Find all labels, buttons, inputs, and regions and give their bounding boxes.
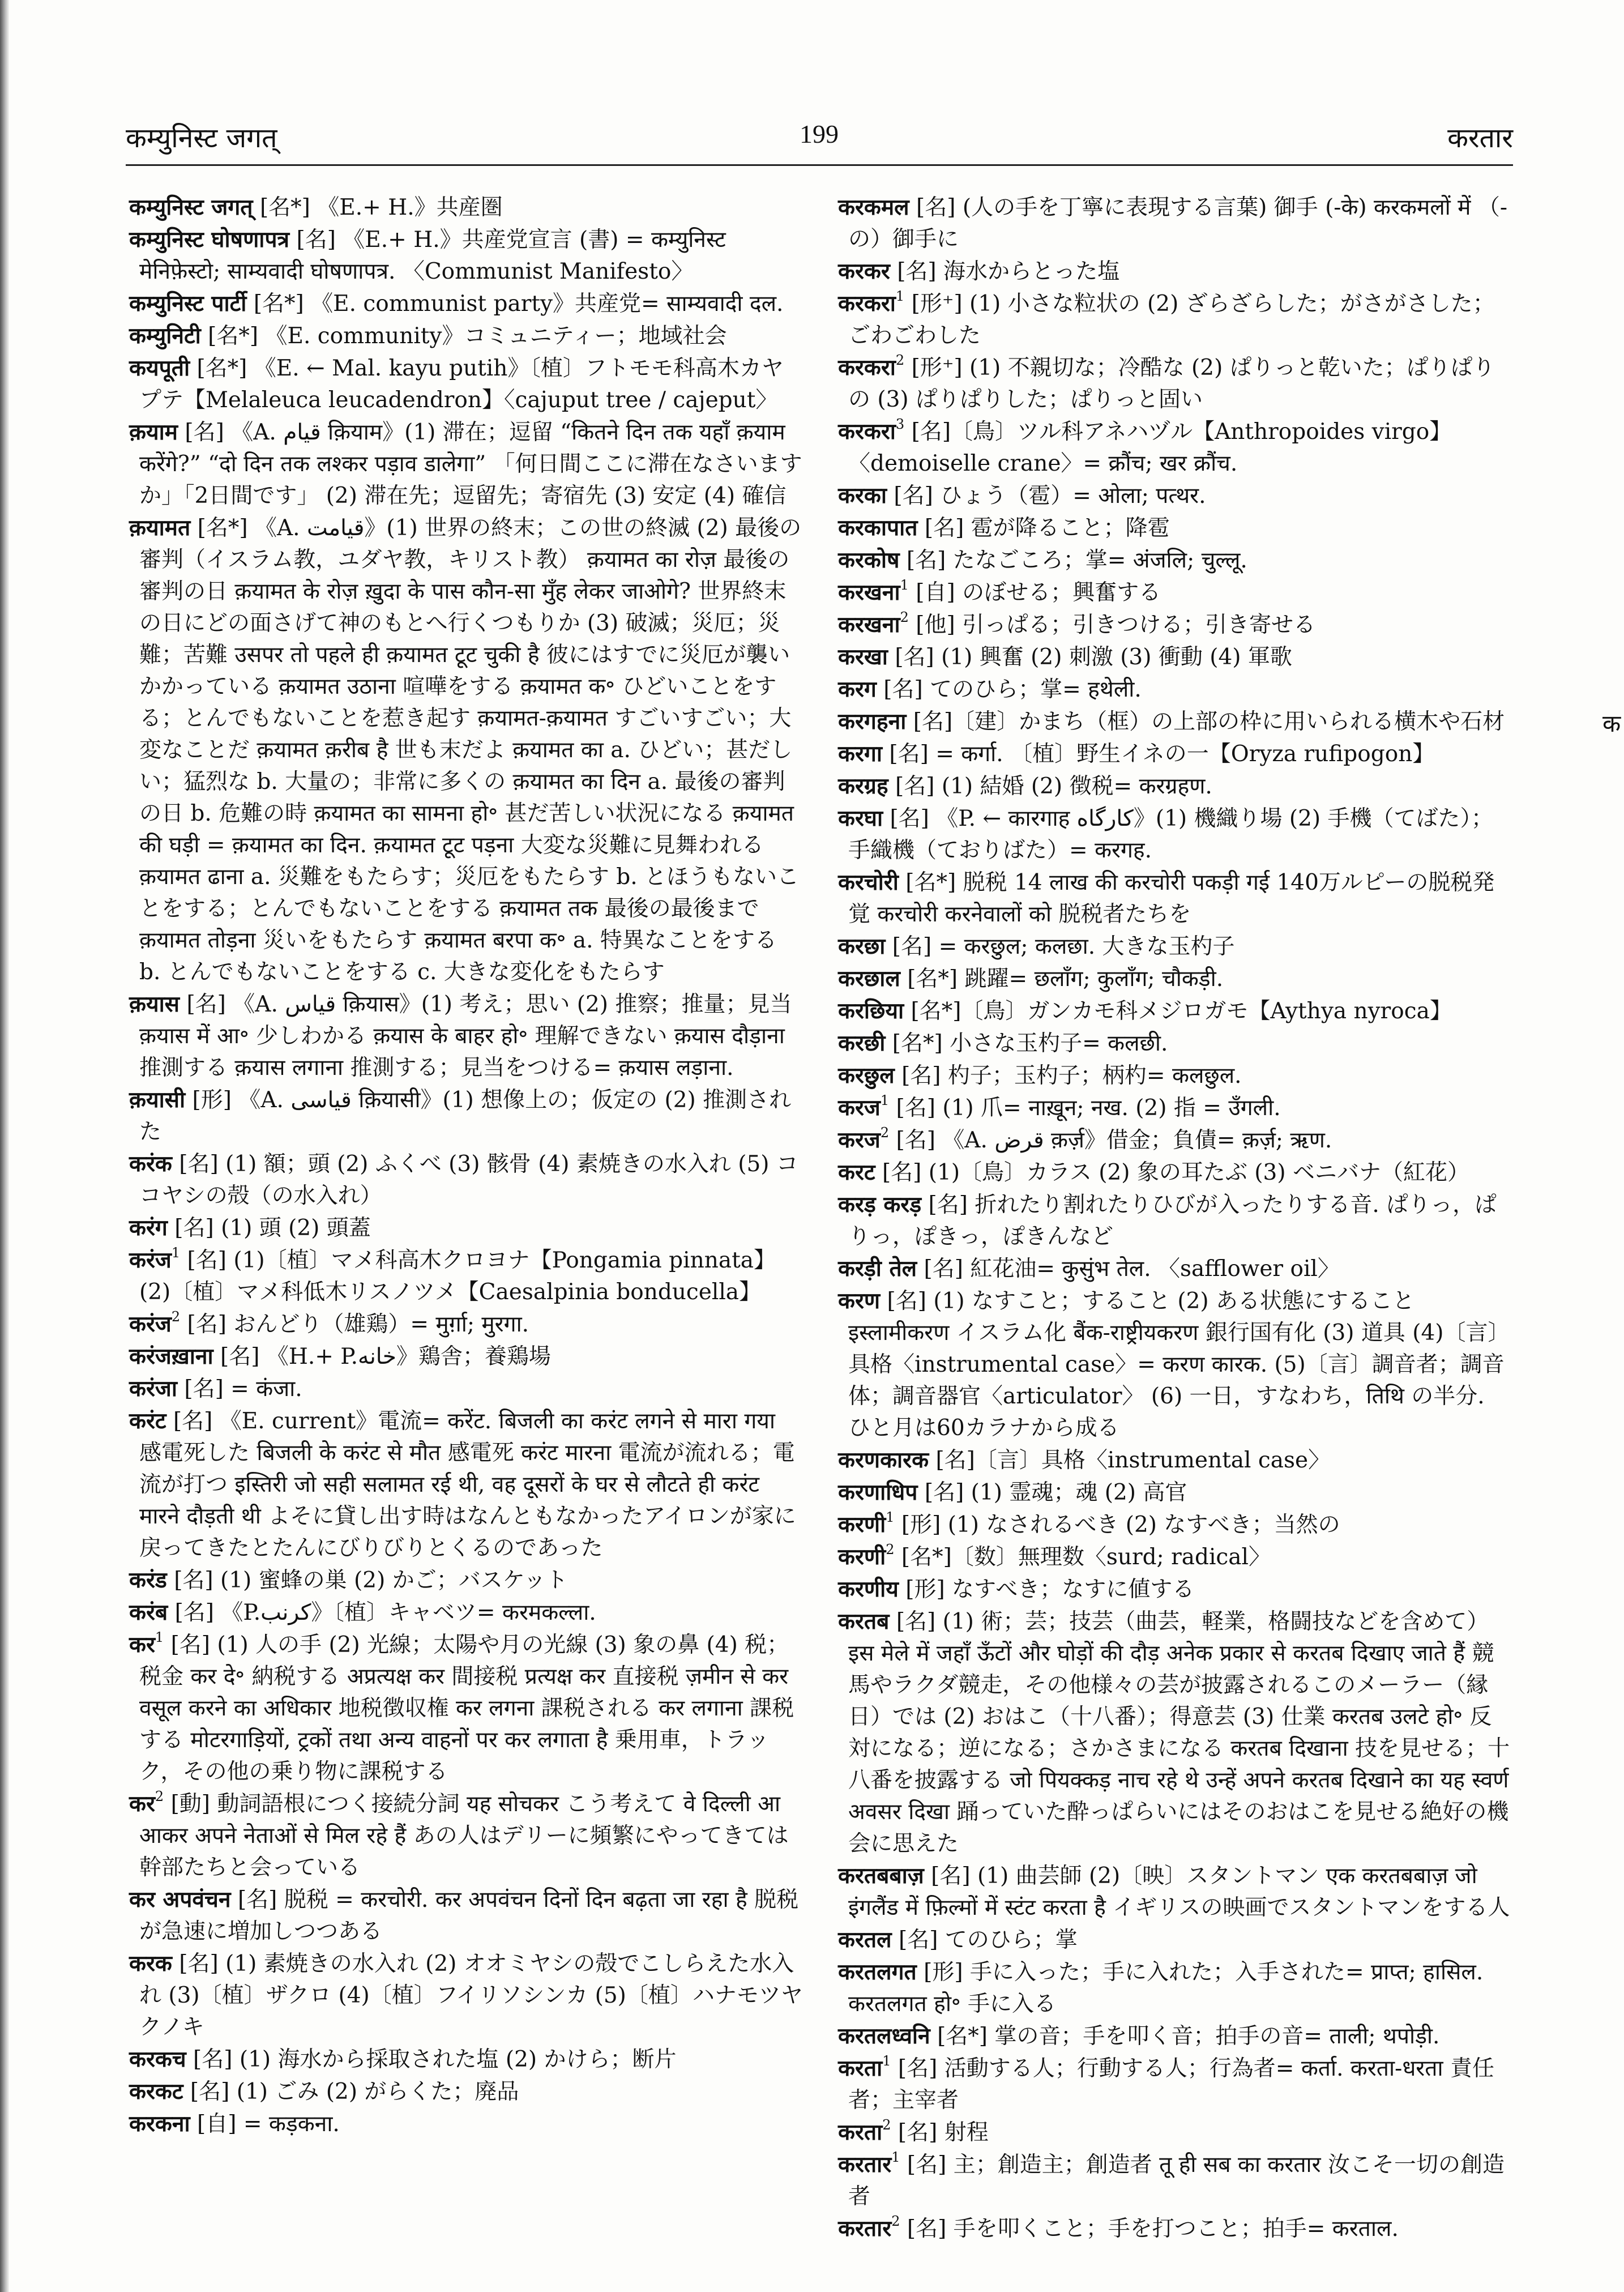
definition: [動] 動詞語根につく接続分詞 यह सोचकर こう考えて वे दिल्ली आ आकर अपने नेताओं से मिल रहे हैं あの人はデリーに頻繁にやってきては幹部たちと会っている xyxy=(139,1791,789,1880)
headword: करग्रह xyxy=(838,773,888,799)
headword: करतलगत xyxy=(838,1959,917,1985)
definition: [名] (1) ごみ (2) がらくた；廃品 xyxy=(190,2079,519,2105)
dictionary-entry xyxy=(129,1341,803,1373)
homograph-number: 2 xyxy=(882,2117,891,2133)
page-header xyxy=(126,113,1513,166)
definition: [名] ひょう（雹）= ओला; पत्थर. xyxy=(894,483,1206,509)
homograph-number: 1 xyxy=(155,1629,164,1645)
dictionary-entry xyxy=(129,224,803,288)
dictionary-entry xyxy=(838,191,1512,255)
homograph-number: 2 xyxy=(900,609,909,625)
dictionary-entry xyxy=(838,2052,1512,2116)
definition: [名] (1) 爪= नाख़ून; नख. (2) 指 = उँगली. xyxy=(896,1095,1281,1121)
definition: [名] 《E. current》電流= करेंट. बिजली का करंट लगने से मारा गया 感電死した बिजली के करंट से मौत 感電死 करंट मारना 電流が流れる；電流が打つ इस्तिरी जो सही सलामत रई थी, वह दूसरों के घर से लौटते ही करंट मारने दौड़ती थी よそに貸し出す時はなんともなかったアイロンが家に戻ってきたとたんにびりびりとくるのであった xyxy=(139,1409,796,1561)
definition: [名] 主；創造主；創造者 तू ही सब का करतार 汝こそ一切の創造者 xyxy=(848,2152,1505,2209)
dictionary-entry xyxy=(838,2020,1512,2052)
headword: क़याम xyxy=(129,419,178,445)
dictionary-entry xyxy=(129,288,803,320)
definition: [名] 手を叩くこと；手を打つこと；拍手= करताल. xyxy=(907,2216,1399,2242)
dictionary-entry xyxy=(838,480,1512,512)
headword: कम्युनिस्ट घोषणापत्र xyxy=(129,227,290,253)
definition: [名] (1) 素焼きの水入れ (2) オオミヤシの殻でこしらえた水入れ (3)〔植〕ザクロ (4)〔植〕フイリソシンカ (5)〔植〕ハナモツヤクノキ xyxy=(139,1951,803,2040)
dictionary-entry xyxy=(129,2108,803,2140)
headword: करतल xyxy=(838,1927,892,1953)
definition: [名] 紅花油= कुसुंभ तेल. 〈safflower oil〉 xyxy=(924,1256,1340,1282)
definition: [形] 《A. قياسى क़ियासी》(1) 想像上の；仮定の (2) 推測された xyxy=(139,1087,792,1145)
headword: करड़ करड़ xyxy=(838,1192,922,1218)
homograph-number: 1 xyxy=(895,288,905,304)
headword: करतार xyxy=(838,2152,892,2178)
dictionary-entry xyxy=(129,416,803,512)
definition: [名] (1) 人の手 (2) 光線；太陽や月の光線 (3) 象の鼻 (4) 税；税金 कर दे॰ 納税する अप्रत्यक्ष कर 間接税 प्रत्यक्ष कर 直接税 ज़मीन से कर वसूल करने का अधिकार 地税徴収権 कर लगना 課税される कर लगाना 課税する मोटरगाड़ियों, ट्रकों तथा अन्य वाहनों पर कर लगाता है 乗用車，トラック，その他の乗り物に課税する xyxy=(139,1632,794,1785)
headword: करखा xyxy=(838,644,888,670)
definition: [名] 射程 xyxy=(898,2120,989,2145)
left-guide-word: कम्युनिस्ट जगत् xyxy=(126,122,277,154)
definition: [名] (1) 霊魂；魂 (2) 高官 xyxy=(924,1480,1187,1505)
homograph-number: 3 xyxy=(895,416,905,432)
thumb-index-letter: क xyxy=(1602,710,1621,737)
headword: करछिया xyxy=(838,998,904,1024)
definition: [名] (1)〔植〕マメ科高木クロヨナ【Pongamia pinnata】 (2)〔植〕マメ科低木リスノツメ【Caesalpinia bonducella】 xyxy=(139,1248,776,1305)
headword: क़यामत xyxy=(129,515,191,541)
definition: [名] おんどり（雄鶏）= मुर्ग़ा; मुरगा. xyxy=(187,1312,529,1337)
dictionary-entry xyxy=(838,738,1512,770)
definition: [名] (1)〔鳥〕カラス (2) 象の耳たぶ (3) ベニバナ（紅花） xyxy=(882,1160,1469,1185)
dictionary-entry xyxy=(838,1124,1512,1156)
headword: करंब xyxy=(129,1599,168,1625)
definition: [名] (人の手を丁寧に表現する言葉) 御手 (-के) करकमलों में （-の）御手に xyxy=(848,195,1508,252)
definition: [名] 《A. قرض क़र्ज़》借金；負債= क़र्ज़; ऋण. xyxy=(896,1128,1332,1153)
headword: करण xyxy=(838,1288,881,1314)
headword: करणीय xyxy=(838,1576,899,1602)
dictionary-entry xyxy=(838,416,1512,480)
definition: [形] (1) なされるべき (2) なすべき；当然の xyxy=(901,1512,1340,1538)
definition: [形] 手に入った；手に入れた；入手された= प्राप्त; हासिल. करतलगत हो॰ 手に入る xyxy=(848,1960,1484,2017)
dictionary-entry xyxy=(838,2149,1512,2213)
headword: करकोष xyxy=(838,547,900,573)
homograph-number: 2 xyxy=(895,352,905,368)
dictionary-entry xyxy=(838,803,1512,867)
dictionary-entry xyxy=(129,1884,803,1948)
definition: [名] = कर्गा. 〔植〕野生イネの一【Oryza rufipogon】 xyxy=(889,741,1435,767)
headword: कयपूती xyxy=(129,355,190,381)
headword: करछुल xyxy=(838,1062,895,1089)
headword: करगा xyxy=(838,741,882,767)
headword: करग xyxy=(838,676,877,702)
headword: करतब xyxy=(838,1608,890,1634)
definition: [名] 《P.كرنب》〔植〕キャベツ= करमकल्ला. xyxy=(174,1600,596,1625)
dictionary-entry xyxy=(838,867,1512,931)
headword: करछी xyxy=(838,1030,886,1056)
definition: [名] (1) 興奮 (2) 刺激 (3) 衝動 (4) 軍歌 xyxy=(895,645,1292,670)
dictionary-entry xyxy=(838,995,1512,1027)
definition: [名] = करछुल; कलछा. 大きな玉杓子 xyxy=(892,934,1235,959)
headword: करंक xyxy=(129,1151,172,1177)
definition: [名] てのひら；掌= हथेली. xyxy=(883,677,1142,702)
headword: करट xyxy=(838,1159,875,1185)
definition: [名*] 《E. ← Mal. kayu putih》〔植〕フトモモ科高木カヤプテ【Melaleuca leucadendron】〈cajuput tree / cajeput〉 xyxy=(139,356,784,413)
definition: [名*]〔鳥〕ガンカモ科メジロガモ【Aythya nyroca】 xyxy=(911,998,1452,1024)
headword: करंट xyxy=(129,1408,166,1434)
definition: [名] (1) 蜜蜂の巣 (2) かご；バスケット xyxy=(174,1568,568,1593)
homograph-number: 2 xyxy=(891,2213,900,2229)
headword: क़यासी xyxy=(129,1087,186,1113)
headword: करतार xyxy=(838,2216,892,2242)
definition: [名] (1) 曲芸師 (2)〔映〕スタントマン एक करतबबाज़ जो इंगलैंड में फ़िल्मों में स्टंट करता है イギリスの映画でスタントマンをする人 xyxy=(848,1863,1510,1920)
dictionary-entry xyxy=(129,1597,803,1629)
dictionary-entry xyxy=(129,1148,803,1212)
definition: [名] (1) なすこと；すること (2) ある状態にすること इस्लामीकरण イスラム化 बैंक-राष्ट्रीयकरण 銀行国有化 (3) 道具 (4)〔言〕具格〈instrumental case〉= करण कारक. (5)〔言〕調音者；調音体；調音器官〈articulator〉 (6) 一日，すなわち，तिथि の半分. ひと月は60カラナから成る xyxy=(848,1288,1510,1441)
headword: करतबबाज़ xyxy=(838,1863,924,1889)
homograph-number: 1 xyxy=(171,1245,181,1261)
headword: करखना xyxy=(838,579,900,605)
definition: [名*] 脱税 14 लाख की करचोरी पकड़ी गई 140万ルピーの脱税発覚 करचोरी करनेवालों को 脱税者たちを xyxy=(848,870,1495,927)
headword: करड़ी तेल xyxy=(838,1256,917,1282)
definition: [名] 《A. قياس क़ियास》(1) 考え；思い (2) 推察；推量；見当 क़यास में आ॰ 少しわかる क़यास के बाहर हो॰ 理解できない क़यास दौड़ाना 推測する क़यास लगाना 推測する；見当をつける= क़यास लड़ाना. xyxy=(139,992,792,1081)
definition: [自] のぼせる；興奮する xyxy=(916,580,1161,605)
dictionary-entry xyxy=(838,1189,1512,1253)
dictionary-entry xyxy=(838,706,1512,738)
dictionary-entry xyxy=(129,1084,803,1148)
definition: [名*] 《E. communist party》共産党= साम्यवादी दल. xyxy=(253,291,784,317)
dictionary-entry xyxy=(838,1509,1512,1541)
dictionary-entry xyxy=(838,2116,1512,2149)
definition: [他] 引っぱる；引きつける；引き寄せる xyxy=(916,612,1316,638)
dictionary-entry xyxy=(838,1156,1512,1189)
dictionary-entry xyxy=(838,2213,1512,2245)
homograph-number: 2 xyxy=(171,1309,181,1325)
dictionary-entry xyxy=(838,1444,1512,1476)
headword: करंग xyxy=(129,1215,168,1241)
headword: करता xyxy=(838,2119,883,2145)
headword: कर अपवंचन xyxy=(129,1886,231,1913)
headword: कर xyxy=(129,1632,155,1658)
page-number: 199 xyxy=(800,119,839,148)
definition: [名] = कंजा. xyxy=(184,1376,302,1402)
headword: करतलध्वनि xyxy=(838,2023,930,2049)
dictionary-entry xyxy=(129,1212,803,1244)
headword: करंज xyxy=(129,1311,172,1337)
homograph-number: 1 xyxy=(886,1509,895,1525)
definition: [形] なすべき；なすに値する xyxy=(905,1577,1195,1602)
dictionary-entry xyxy=(838,1027,1512,1060)
headword: करका xyxy=(838,483,887,509)
dictionary-entry xyxy=(838,673,1512,706)
definition: [名*] 《E. community》コミュニティー；地域社会 xyxy=(208,323,727,349)
definition: [名*] 《E.+ H.》共産圏 xyxy=(259,195,503,220)
dictionary-entry xyxy=(838,1060,1512,1092)
headword: करकरा xyxy=(838,355,896,381)
headword: करकच xyxy=(129,2046,186,2072)
dictionary-entry xyxy=(129,988,803,1084)
headword: करंड xyxy=(129,1567,167,1593)
headword: करणी xyxy=(838,1544,886,1570)
dictionary-entry xyxy=(838,1285,1512,1444)
definition: [名*]〔数〕無理数〈surd; radical〉 xyxy=(901,1544,1271,1570)
dictionary-entry xyxy=(838,1924,1512,1956)
headword: करकट xyxy=(129,2078,183,2105)
headword: करचोरी xyxy=(838,869,899,895)
headword: करकरा xyxy=(838,419,896,445)
definition: [形⁺] (1) 小さな粒状の (2) ざらざらした；がさがさした；ごわごわした xyxy=(848,291,1495,348)
dictionary-entry xyxy=(838,1606,1512,1860)
definition: [名] (1) 額；頭 (2) ふくべ (3) 骸骨 (4) 素焼きの水入れ (5) ココヤシの殻（の水入れ） xyxy=(139,1151,798,1209)
dictionary-entry xyxy=(838,770,1512,803)
headword: करणकारक xyxy=(838,1447,929,1473)
dictionary-entry xyxy=(838,1476,1512,1509)
dictionary-entry xyxy=(838,1253,1512,1285)
dictionary-entry xyxy=(129,1788,803,1884)
dictionary-entry xyxy=(129,1405,803,1564)
dictionary-entry xyxy=(129,1564,803,1597)
definition: [名] (1) 頭 (2) 頭蓋 xyxy=(174,1215,371,1241)
definition: [名*] 《A. قيامت》(1) 世界の終末；この世の終滅 (2) 最後の審判（イスラム教，ユダヤ教，キリスト教） क़यामत का रोज़ 最後の審判の日 क़यामत के रोज़ ख़ुदा के पास कौन-सा मुँह लेकर जाओगे? 世界終末の日にどの面さげて神のもとへ行くつもりか (3) 破滅；災厄；災難；苦難 उसपर तो पहले ही क़यामत टूट चुकी है 彼にはすでに災厄が襲いかかっている क़यामत उठाना 喧嘩をする क़यामत क॰ ひどいことをする；とんでもないことを惹き起す क़यामत-क़यामत すごいすごい；大変なことだ क़यामत क़रीब है 世も末だよ क़यामत का a. ひどい；甚だしい；猛烈な b. 大量の；非常に多くの क़यामत का दिन a. 最後の審判の日 b. 危難の時 क़यामत का सामना हो॰ 甚だ苦しい状況になる क़यामत की घड़ी = क़यामत का दिन. क़यामत टूट पड़ना 大変な災難に見舞われる क़यामत ढाना a. 災難をもたらす；災厄をもたらす b. とほうもないことをする；とんでもないことをする क़यामत तक 最後の最後まで क़यामत तोड़ना 災いをもたらす क़यामत बरपा क॰ a. 特異なことをする b. とんでもないことをする c. 大きな変化をもたらす xyxy=(139,515,802,985)
definition: [形⁺] (1) 不親切な；冷酷な (2) ぱりっと乾いた；ぱりぱりの (3) ぱりぱりした；ぱりっと固い xyxy=(848,355,1495,412)
headword: करज xyxy=(838,1095,881,1121)
homograph-number: 1 xyxy=(900,577,909,593)
headword: करकमल xyxy=(838,194,909,220)
headword: कम्युनिस्ट पार्टी xyxy=(129,291,247,317)
dictionary-entry xyxy=(838,931,1512,963)
headword: करज xyxy=(838,1127,881,1153)
headword: करछा xyxy=(838,933,886,959)
definition: [名*] 掌の音；手を叩く音；拍手の音= ताली; थपोड़ी. xyxy=(937,2024,1440,2049)
dictionary-entry xyxy=(838,1860,1512,1924)
definition: [名] (1) 術；芸；技芸（曲芸，軽業，格闘技などを含めて） इस मेले में जहाँ ऊँटों और घोड़ों की दौड़ अनेक प्रकार से करतब दिखाए जाते हैं 競馬やラクダ競走，その他様々の芸が披露されるこのメーラー（縁日）では (2) おはこ（十八番）；得意芸 (3) 仕業 करतब उलटे हो॰ 反対になる；逆になる；さかさまになる करतब दिखाना 技を見せる；十八番を披露する जो पियक्कड़ नाच रहे थे उन्हें अपने करतब दिखाने का यह स्वर्ण अवसर दिखा 踊っていた酔っぱらいにはそのおはこを見せる絶好の機会に思えた xyxy=(848,1609,1510,1856)
definition: [名] 海水からとった塩 xyxy=(897,259,1120,284)
dictionary-entry xyxy=(838,577,1512,609)
headword: करकापात xyxy=(838,515,918,541)
dictionary-entry xyxy=(838,1573,1512,1606)
homograph-number: 2 xyxy=(880,1125,890,1141)
headword: करणाधिप xyxy=(838,1479,918,1505)
dictionary-entry xyxy=(838,352,1512,416)
headword: कम्युनिटी xyxy=(129,323,201,349)
dictionary-entry xyxy=(129,2043,803,2076)
dictionary-entry xyxy=(838,512,1512,544)
headword: करकर xyxy=(838,258,890,284)
definition: [名] 雹が降ること；降雹 xyxy=(924,515,1170,541)
dictionary-entry xyxy=(129,191,803,224)
headword: करकना xyxy=(129,2111,190,2137)
dictionary-entry xyxy=(129,1948,803,2043)
headword: करंजख़ाना xyxy=(129,1343,213,1369)
dictionary-entry xyxy=(129,1629,803,1788)
homograph-number: 1 xyxy=(882,2053,891,2069)
dictionary-entry xyxy=(838,1541,1512,1573)
definition: [名] 《P. ← कारगाह كارگاه》(1) 機織り場 (2) 手機（てばた）；手織機（ておりばた）= करगह. xyxy=(848,806,1494,863)
definition: [名] (1) 結婚 (2) 徴税= करग्रहण. xyxy=(895,774,1212,799)
headword: करकरा xyxy=(838,291,896,317)
book-binding-edge xyxy=(0,0,9,2292)
dictionary-entry xyxy=(838,641,1512,673)
dictionary-entry xyxy=(838,544,1512,577)
dictionary-entry xyxy=(838,1956,1512,2020)
definition: [名] たなごころ；掌= अंजलि; चुल्लू. xyxy=(906,548,1247,573)
headword: करगहना xyxy=(838,708,907,735)
homograph-number: 1 xyxy=(891,2149,900,2165)
right-column xyxy=(838,191,1512,2245)
dictionary-entry xyxy=(129,1373,803,1405)
dictionary-entry xyxy=(129,320,803,352)
definition: [名] (1) 海水から採取された塩 (2) かけら；断片 xyxy=(193,2047,677,2072)
dictionary-entry xyxy=(838,288,1512,352)
headword: करछाल xyxy=(838,966,900,992)
definition: [自] = कड़कना. xyxy=(197,2111,340,2137)
definition: [名] 《E.+ H.》共産党宣言 (書) = कम्युनिस्ट मेनिफ़ेस्टो; साम्यवादी घोषणापत्र. 〈Communist Manifesto〉 xyxy=(139,227,726,284)
definition: [名]〔建〕かまち（框）の上部の枠に用いられる横木や石材 xyxy=(913,709,1505,735)
headword: करंज xyxy=(129,1247,172,1273)
right-guide-word: करतार xyxy=(1447,122,1513,154)
headword: कम्युनिस्ट जगत् xyxy=(129,194,253,220)
headword: क़यास xyxy=(129,991,180,1017)
headword: कर xyxy=(129,1791,155,1817)
dictionary-entry xyxy=(129,2076,803,2108)
definition: [名] 脱税 = करचोरी. कर अपवंचन दिनों दिन बढ़ता जा रहा है 脱税が急速に増加しつつある xyxy=(139,1887,799,1944)
definition: [名] てのひら；掌 xyxy=(898,1927,1078,1953)
dictionary-entry xyxy=(129,1308,803,1341)
dictionary-entry xyxy=(129,512,803,988)
headword: करता xyxy=(838,2055,883,2081)
homograph-number: 2 xyxy=(155,1789,164,1804)
headword: करणी xyxy=(838,1512,886,1538)
dictionary-entry xyxy=(838,963,1512,995)
definition: [名*] 小さな玉杓子= कलछी. xyxy=(892,1031,1168,1056)
dictionary-entry xyxy=(838,1092,1512,1124)
definition: [名] 《A. قيام क़ियाम》(1) 滞在；逗留 “कितने दिन तक यहाँ क़याम करेंगे?” “दो दिन तक लश्कर पड़ाव डालेगा” 「何日間ここに滞在なさいますか」「2日間です」 (2) 滞在先；逗留先；寄宿先 (3) 安定 (4) 確信 xyxy=(139,420,802,509)
homograph-number: 1 xyxy=(880,1092,890,1108)
definition: [名] 活動する人；行動する人；行為者= कर्ता. करता-धरता 責任者；主宰者 xyxy=(848,2056,1494,2113)
definition: [名]〔鳥〕ツル科アネハヅル【Anthropoides virgo】〈demoiselle crane〉= क्रौंच; खर क्रौंच. xyxy=(848,419,1452,476)
headword: करखना xyxy=(838,612,900,638)
homograph-number: 2 xyxy=(886,1542,895,1557)
dictionary-entry xyxy=(129,352,803,416)
definition: [名] 《H.+ P.خانه》鶏舎；養鶏場 xyxy=(220,1344,551,1369)
dictionary-entry xyxy=(838,255,1512,288)
definition: [名]〔言〕具格〈instrumental case〉 xyxy=(935,1448,1331,1473)
headword: करंजा xyxy=(129,1376,177,1402)
dictionary-entry xyxy=(129,1244,803,1308)
headword: करक xyxy=(129,1950,172,1977)
left-column xyxy=(129,191,803,2140)
definition: [名] 杓子；玉杓子；柄杓= कलछुल. xyxy=(901,1063,1242,1089)
dictionary-entry xyxy=(838,609,1512,641)
definition: [名*] 跳躍= छलाँग; कुलाँग; चौकड़ी. xyxy=(907,966,1224,992)
headword: करघा xyxy=(838,805,883,831)
definition: [名] 折れたり割れたりひびが入ったりする音. ぱりっ，ぱりっ，ぽきっ，ぽきんなど xyxy=(848,1192,1497,1249)
